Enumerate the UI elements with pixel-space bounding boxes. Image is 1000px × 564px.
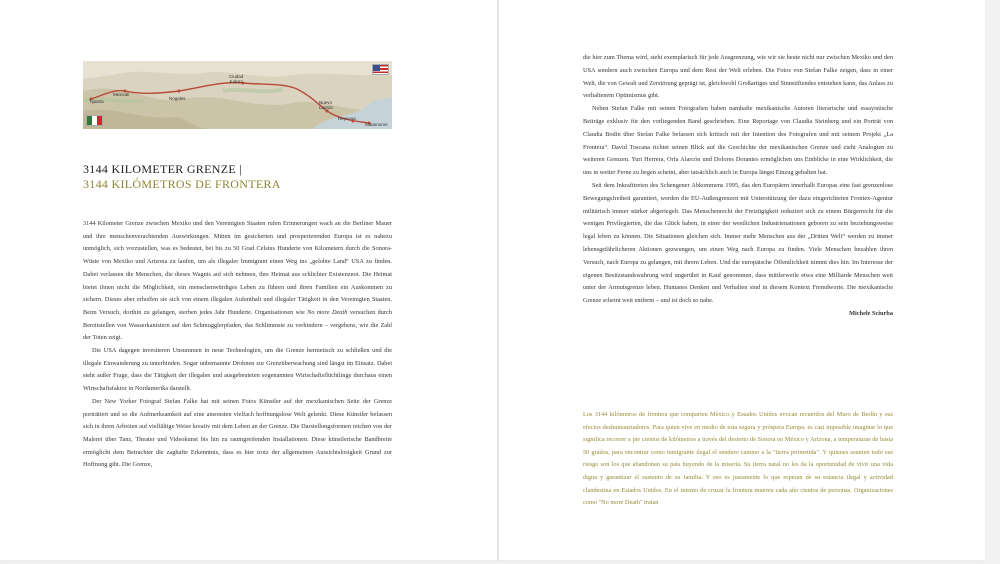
paragraph: Seit dem Inkrafttreten des Schengener Abkommens 1995, das den Europäern innerhalb Europas eine fast grenzenlose Bewegungsfreiheit garantiert, werden die EU-Außengrenzen mit Unterstützung der dazu eingerichteten Frontex-Agentur militärisch immer stärker abgeriegelt. Das Menschenrecht der Freizügigkeit reduziert sich zu einem Bürgerrecht für die wenigen Privilegierten, die das Glück haben, in einer der westlichen Industrienationen geboren zu sein beziehungsweise legal leben zu können. Die Situationen gleichen sich. Immer mehr Menschen aus der „Dritten Welt“ werden zu immer lebensgefährlicheren Aktionen gezwungen, um einen Weg nach Europa zu finden. Viele Menschen bezahlen ihren Versuch, nach Europa zu gelangen, mit ihrem Leben. Und die europäische Öffentlichkeit nimmt dies hin. Im Interesse der eigenen Besitzstandswahrung wird ungerührt in Kauf genommen, dass mittlerweile etwa eine Milliarde Menschen weit unter der Armutsgrenze leben. Humanes Denken und Verhalten sind in diesem Kontext Fremdworte. Die mexikanische Grenze scheint weit entfernt – und ist doch so nahe. [583, 181, 893, 305]
paragraph: Los 3144 kilómetros de frontera que comparten México y Estados Unidos evocan recuerdos del Muro de Berlín y sus efectos deshumanizadores. Para quien vive en medio de esta segura y próspera Europa, es casi imposible imaginar lo que significa recorrer a pie cientos de kilómetros a través del desierto de Sonora en México y Arizona, a temperaturas de hasta 50 grados, para encontrar como inmigrante ilegal el sendero camino a la "tierra prometida". Y quienes asumen todo ese riesgo son los que abandonan su país huyendo de la miseria. Su tierra natal no les da la oportunidad de vivir una vida digna y garantizar el sustento de su familia. Y eso es justamente lo que esperan de su estancia ilegal y actividad clandestina en Estados Unidos. En el intento de cruzar la frontera mueren cada año cientos de personas. Organizaciones como "No more Death" tratan [583, 411, 893, 507]
german-text-right-column [583, 52, 893, 321]
left-page [0, 0, 498, 560]
author-signature: Michele Sciurba [849, 309, 893, 317]
city-label: Reynosa [338, 116, 356, 121]
heading-german: 3144 KILOMETER GRENZE | [83, 162, 242, 176]
paragraph: Neben Stefan Falke mit seinen Fotografien haben namhafte mexikanische Autoren literarische und essayistische Beiträge exklusiv für den vorliegenden Band geschrieben. Eine Reportage von Claudia Steinberg und ein Porträt von Claudia Bodin über Stefan Falke befassen sich kritisch mit der Intention des Fotografen und mit seinem Projekt „La Frontera“. David Toscana richtet seinen Blick auf die Geschichte der mexikanischen Grenze und zieht Analogien zu weiteren Grenzen. Yuri Herrera, Orfa Alarcón und Dolores Dorantes ermöglichen uns Einblicke in eine Wirklichkeit, die uns in weiter Ferne zu liegen scheint, aber tatsächlich auch in Europa längst Einzug gehalten hat. [583, 105, 893, 177]
border-map [83, 61, 392, 129]
city-label: Mexicali [113, 92, 130, 97]
paragraph: Die USA dagegen investieren Unsummen in neue Technologien, um die Grenze hermetisch zu schließen und die illegale Einwanderung zu unterbinden. Sogar unbemannte Drohnen zur Grenzüberwachung sind längst im Einsatz. Dabei steht außer Frage, dass die Tätigkeit der illegalen und ausgebeuteten sogenannten Wirtschaftsflüchtlinge durchaus einen Wirtschaftsfaktor in Nordamerika darstellt. [83, 347, 392, 393]
heading-spanish: 3144 KILÓMETROS DE FRONTERA [83, 177, 281, 191]
paragraph: die hier zum Thema wird, steht exemplarisch für jede Ausgrenzung, wie wir sie heute nicht nur zwischen Mexiko und den USA sondern auch zwischen Europa und dem Rest der Welt erleben. Die Fotos von Stefan Falke zeigen, dass in einer Welt, die von Gewalt und Zerstörung geprägt ist, gleichwohl Großartiges und Sinnstiftendes entstehen kann, das Anlass zu verhaltenem Optimismus gibt. [583, 54, 893, 100]
german-text-left-column [83, 218, 392, 472]
us-flag-icon [372, 64, 389, 75]
mx-flag-icon [86, 115, 103, 126]
paragraph-text: versuchen durch Bereitstellen von Wasserkanistern auf den Schmugglerpfaden, das Schlimmste zu verhindern – vergebens, wie die Zahl der Toten zeigt. [83, 308, 392, 342]
paragraph-text: 3144 Kilometer Grenze zwischen Mexiko und den Vereinigten Staaten rufen Erinnerungen wach an die Berliner Mauer und ihre menschenverachtenden Auswirkungen. Mitten im gesicherten und prosperierenden Europa ist es nahezu unmöglich, sich vorzustellen, was es bedeutet, bei bis zu 50 Grad Celsius Hunderte von Kilometern durch die Sonora-Wüste von Mexiko und Arizona zu laufen, um als illegaler Immigrant einen Weg ins „gelobte Land“ USA zu finden. Dabei verlassen die Menschen, die dieses Wagnis auf sich nehmen, ihre Heimat aus schlichter Existenznot. Die Heimat bietet ihnen nicht die Möglichkeit, ein menschenwürdiges Leben zu führen und ihren Familien ein Auskommen zu sichern. Dieses aber erhoffen sie sich von einem illegalen Aufenthalt und illegaler Tätigkeit in den Vereinigten Staaten. Beim Versuch, dorthin zu gelangen, sterben jedes Jahr Hunderte. Organisationen wie [83, 220, 392, 316]
paragraph: Der New Yorker Fotograf Stefan Falke hat mit seinen Fotos Künstler auf der mexikanischen Seite der Grenze porträtiert und so die Aufmerksamkeit auf eine ansonsten vielfach hoffnungslose Welt gelenkt. Diese Künstler befassen sich in ihren Arbeiten auf vielfältige Weise kreativ mit dem Leben an der Grenze. Die Darstellungsformen reichen von der Malerei über Tanz, Theater und Videokunst bis hin zu raumgreifenden Installationen. Diese künstlerische Bandbreite ermöglicht dem Betrachter die zaghafte Erkenntnis, dass es hier trotz der allgemeinen Aussichtslosigkeit Grund zur Hoffnung gibt. Die Grenze, [83, 397, 392, 469]
city-label: Tijuana [89, 99, 104, 104]
paragraph [83, 218, 392, 345]
city-label: Nuevo Laredo [319, 100, 334, 110]
article-heading [83, 162, 403, 192]
city-label: Matamoros [365, 122, 388, 127]
paragraph-italic: No more Death [307, 308, 348, 316]
city-label: Ciudad Juárez [229, 74, 244, 84]
city-label: Nogales [169, 96, 186, 101]
spanish-text-column [583, 409, 893, 510]
